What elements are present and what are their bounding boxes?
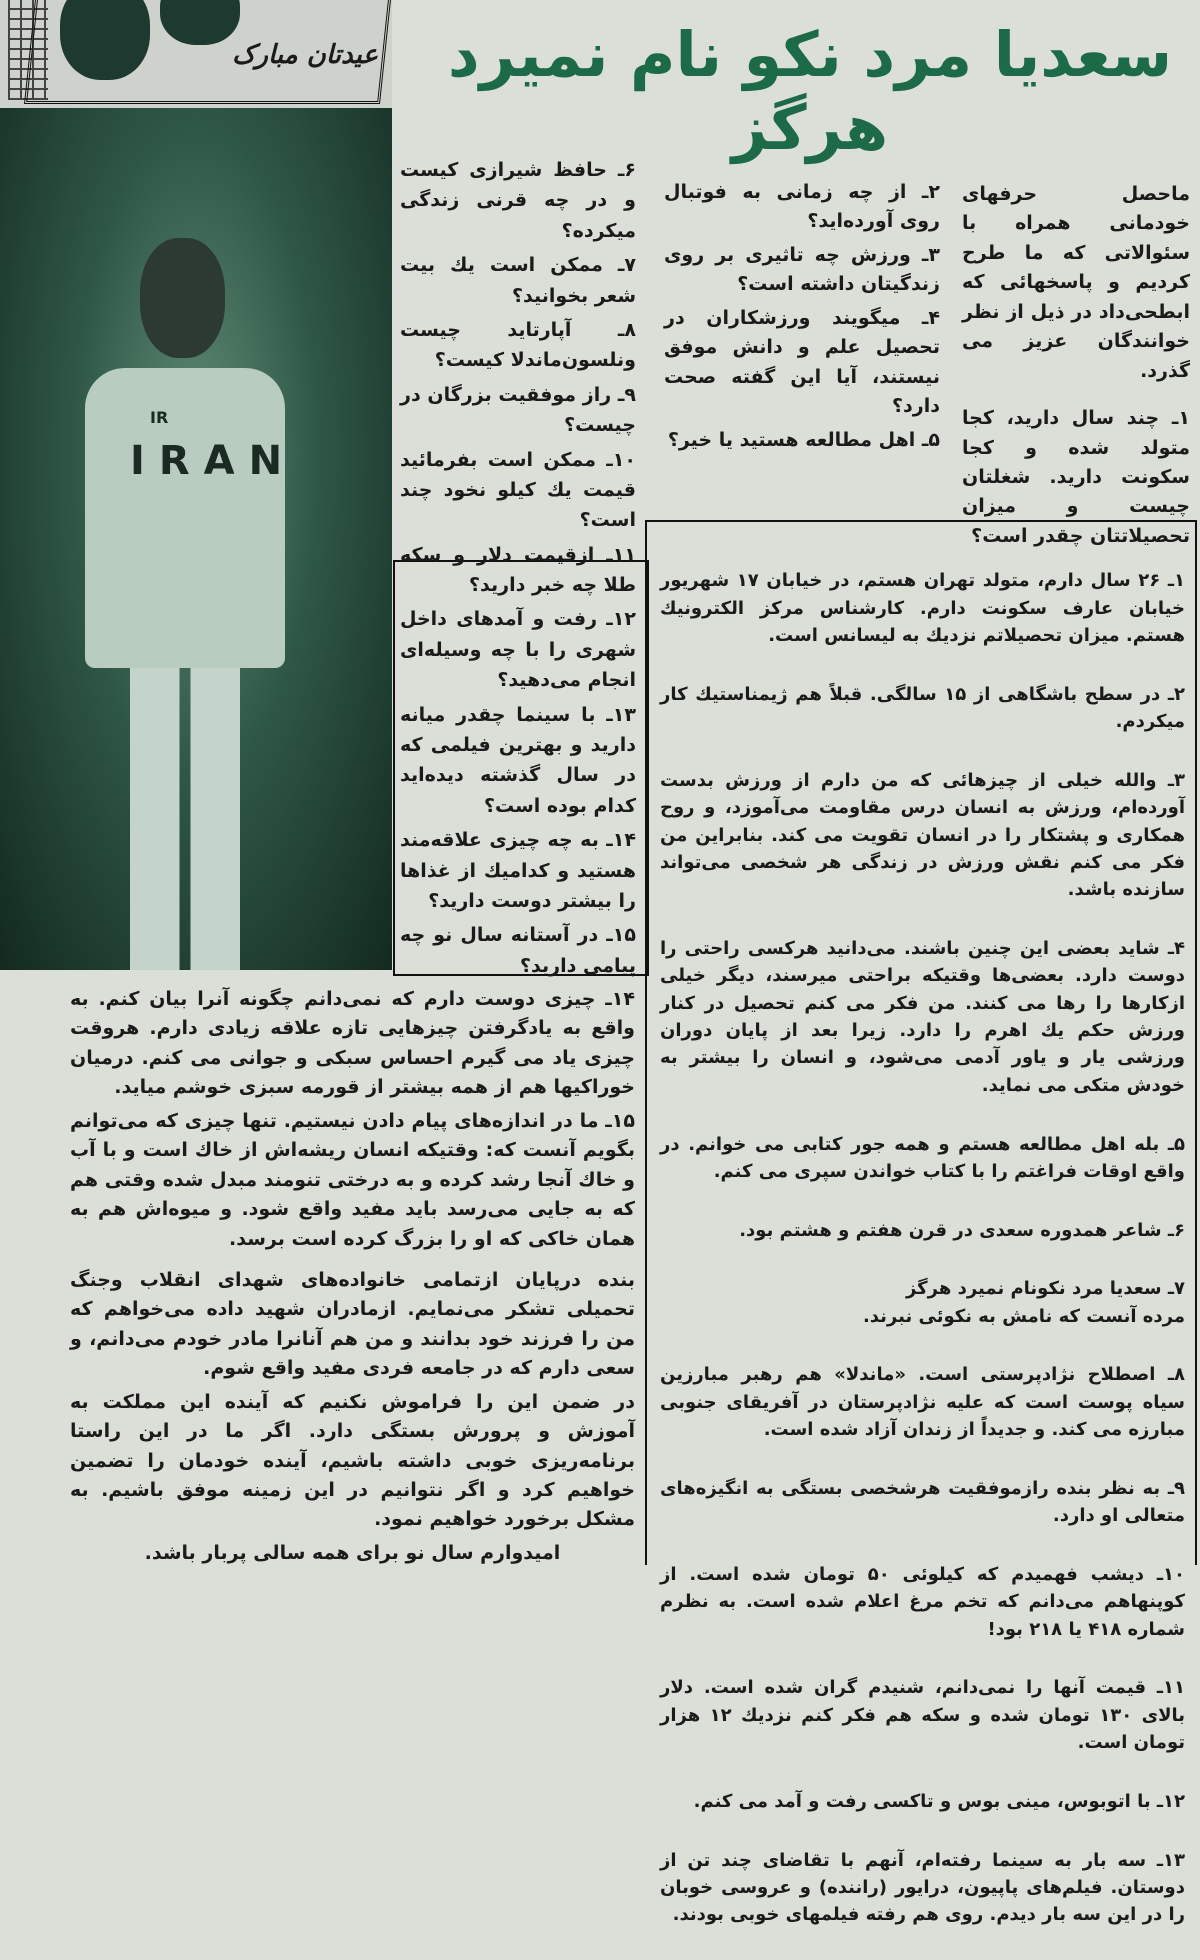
- answer-item: ۴ـ شاید بعضی این چنین باشند. می‌دانید هرکسی راحتی را دوست دارد. بعضی‌ها وقتیکه براحتی میرسند، دیگر خیلی ازکارها را رها می کنند. من فکر می کنم تحصیل در کنار ورزش حکم یك اهرم را دارد. زیرا بعد از پایان دوران ورزشی یار و یاور آدمی می‌شود، و انسان را بیشتر به خودش متکی می نماید.: [660, 938, 1185, 1096]
- answers-column-right: [660, 540, 1185, 1960]
- answer-item: ۵ـ بله اهل مطالعه هستم و همه جور کتابی می خوانم. در واقع اوقات فراغتم را با کتاب خواندن سپری می کنم.: [660, 1133, 1185, 1182]
- questions-column-2: [664, 178, 940, 459]
- question-item: ۱۵ـ در آستانه سال نو چه پیامی دارید؟: [400, 924, 636, 977]
- question-item: ۲ـ از چه زمانی به فوتبال روی آورده‌اید؟: [664, 181, 940, 233]
- intro-column: [962, 180, 1190, 555]
- question-item: ۱۲ـ رفت و آمدهای داخل شهری را با چه وسیله‌ای انجام می‌دهید؟: [400, 608, 636, 692]
- question-1: ۱ـ چند سال دارید، کجا متولد شده و کجا سکونت دارید. شغلتان چیست و میزان تحصیلاتتان چقدر است؟: [962, 407, 1190, 547]
- answer-item: ۶ـ شاعر همدوره سعدی در قرن هفتم و هشتم بود.: [739, 1219, 1185, 1241]
- question-item: ۷ـ ممکن است یك بیت شعر بخوانید؟: [400, 254, 636, 307]
- answer-item: ۱۰ـ دیشب فهمیدم که کیلوئی ۵۰ تومان شده است. از کوپنهاهم می‌دانم که تخم مرغ اعلام شده است. به نظرم شماره ۴۱۸ یا ۲۱۸ بود!: [660, 1563, 1186, 1640]
- answer-item: ۱۳ـ سه بار به سینما رفته‌ام، آنهم با تقاضای چند تن از دوستان. فیلم‌های پاپیون، درایور (راننده) و عروسی خوبان را در این سه بار دیدم. روی هم رفته فیلمهای خوبی بودند.: [660, 1849, 1185, 1926]
- question-item: ۹ـ راز موفقیت بزرگان در چیست؟: [400, 383, 636, 437]
- question-item: ۳ـ ورزش چه تاثیری بر روی زندگیتان داشته است؟: [664, 243, 940, 296]
- answer-item: ۱۱ـ قیمت آنها را نمی‌دانم، شنیدم گران شده است. دلار بالای ۱۳۰ تومان شده و سکه هم فکر کنم نزدیك ۱۲ هزار تومان است.: [660, 1677, 1186, 1754]
- answer-item: ۱۴ـ چیزی دوست دارم که نمی‌دانم چگونه آنرا بیان کنم. به واقع به یادگرفتن چیزهایی تازه علاقه زیادی دارم. هروقت چیزی یاد می گیرم احساس سبکی و جوانی می کنم. درمیان خوراکیها هم از همه بیشتر از قورمه سبزی خوشم میاید.: [70, 988, 635, 1099]
- player-photo: [0, 108, 392, 970]
- answer-item: ۲ـ در سطح باشگاهی از ۱۵ سالگی. قبلاً هم ژیمناستیك کار میکردم.: [660, 683, 1185, 733]
- answer-item: ۱۲ـ با اتوبوس، مینی بوس و تاکسی رفت و آمد می کنم.: [693, 1790, 1185, 1812]
- answer-item: ۳ـ والله خیلی از چیزهائی که من دارم از ورزش بدست آورده‌ام، ورزش به انسان درس مقاومت می‌آموزد، و روح همکاری و پشتکار را در انسان تقویت می کند. بنابراین من فکر می کنم نقش ورزش در زندگی هر شخصی می‌تواند سازنده باشد.: [660, 769, 1185, 901]
- answer-item: ۷ـ سعدیا مرد نکونام نمیرد هرگز مرده آنست که نامش به نکوئی نبرند.: [862, 1278, 1185, 1327]
- answer-item: ۹ـ به نظر بنده رازموفقیت هرشخصی بستگی به انگیزه‌های متعالی او دارد.: [660, 1477, 1185, 1527]
- player-legs: [130, 668, 240, 970]
- closing-wish: امیدوارم سال نو برای همه سالی پربار باشد.: [144, 1541, 561, 1564]
- question-item: ۱۰ـ ممکن است بفرمائید قیمت یك کیلو نخود چند است؟: [400, 448, 636, 532]
- player-jersey: [85, 368, 285, 668]
- article-title: سعدیا مرد نکو نام نمیرد هرگز: [447, 18, 1173, 164]
- question-item: ۱۴ـ به چه چیزی علاقه‌مند هستید و کدامیك از غذاها را بیشتر دوست دارید؟: [400, 829, 636, 912]
- question-item: ۵ـ اهل مطالعه هستید یا خیر؟: [667, 428, 940, 451]
- closing-paragraph: در ضمن این را فراموش نکنیم که آینده این مملکت به آموزش و پرورش بستگی دارد. اگر ما در این راستا برنامه‌ریزی خوبی داشته باشیم، آینده خودمان را تضمین خواهیم کرد و اگر نتوانیم در این زمینه موفق باشیم. به مشکل برخورد خواهیم نمود.: [70, 1390, 635, 1531]
- intro-text: ماحصل حرفهای خودمانی همراه با سئوالاتی که ما طرح کردیم و پاسخهائی که ابطحی‌داد در ذیل از نظر خوانندگان عزیز می گذرد.: [962, 183, 1190, 382]
- question-item: ۶ـ حافظ شیرازی کیست و در چه قرنی زندگی میکرده؟: [400, 159, 636, 242]
- jersey-badge: IR: [150, 408, 169, 427]
- greeting-text: عیدتان مبارک: [232, 40, 378, 70]
- questions-column-3: [400, 155, 636, 985]
- closing-paragraph: بنده درپایان ازتمامی خانواده‌های شهدای انقلاب وجنگ تحمیلی تشکر می‌نمایم. ازمادران شهید داده می‌خواهم که من را فرزند خود بدانند و من هم آنانرا مادر خودم می‌دانم، و سعی دارم که در جامعه فردی مفید واقع شوم.: [70, 1268, 635, 1380]
- question-item: ۸ـ آپارتاید چیست ونلسون‌ماندلا کیست؟: [400, 318, 636, 372]
- question-item: ۱۱ـ ازقیمت دلار و سکه طلا چه خبر دارید؟: [400, 543, 636, 597]
- answers-column-left: [70, 985, 635, 1572]
- answer-item: ۱۵ـ ما در اندازه‌های پیام دادن نیستیم. تنها چیزی که می‌توانم بگویم آنست که: وقتیکه انسان ریشه‌اش از خاك است و با آب و خاك آنجا رشد کرده و به درختی تنومند مبدل شده وقتی هم که به جایی می‌رسد باید مفید واقع شود. و میوه‌اش هم به همان خاکی که او را بزرگ کرده است برسد.: [70, 1109, 635, 1250]
- player-head: [140, 238, 225, 358]
- question-item: ۱۳ـ با سینما چقدر میانه دارید و بهترین فیلمی که در سال گذشته دیده‌اید کدام بوده است؟: [400, 703, 636, 817]
- question-item: ۴ـ میگویند ورزشکاران در تحصیل علم و دانش موفق نیستند، آیا این گفته صحت دارد؟: [664, 306, 940, 418]
- answer-item: ۸ـ اصطلاح نژادپرستی است. «ماندلا» هم رهبر مبارزین سیاه پوست است که علیه نژادپرستان در آفریقای جنوبی مبارزه می کند. و جدیداً از زندان آزاد شده است.: [660, 1364, 1185, 1441]
- greeting-graphic: [0, 0, 392, 111]
- answer-item: ۱ـ ۲۶ سال دارم، متولد تهران هستم، در خیابان ۱۷ شهریور خیابان عارف سکونت دارم. کارشناس مرکز الکترونیك هستم. میزان تحصیلاتم نزدیك به لیسانس است.: [660, 570, 1185, 647]
- jersey-text: IRAN: [130, 438, 297, 484]
